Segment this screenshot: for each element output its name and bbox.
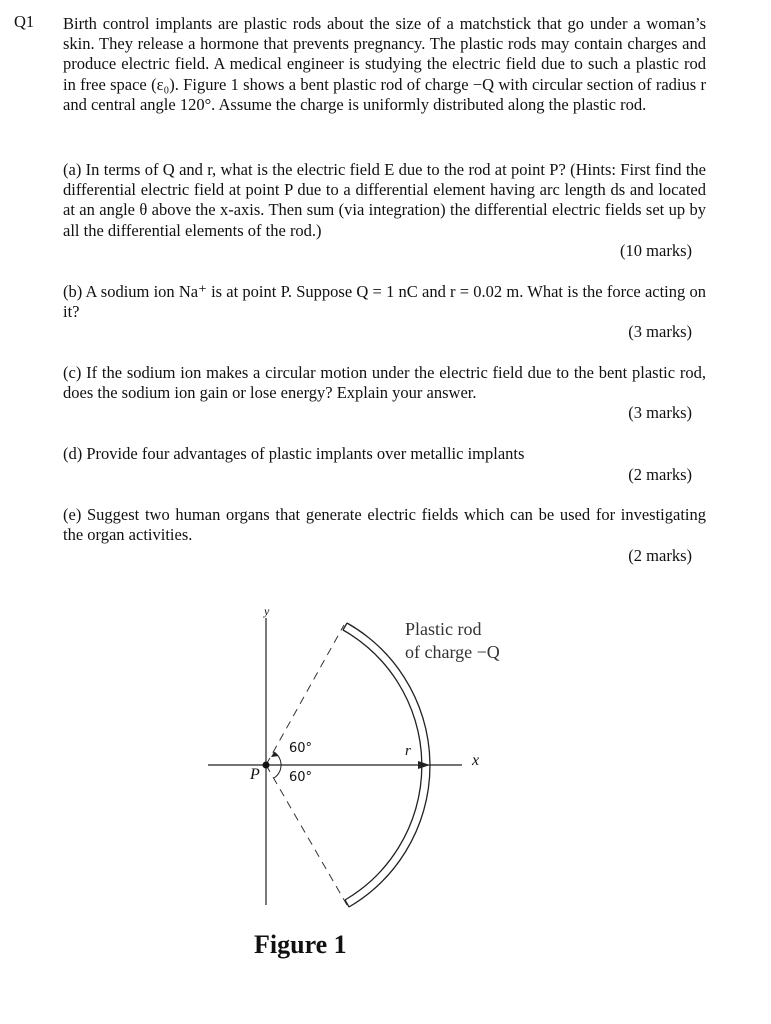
part-e-text: (e) Suggest two human organs that generate electric fields which can be used for investigating the organ activities. (63, 505, 706, 545)
part-c-marks: (3 marks) (628, 403, 692, 422)
rod-label-line2: of charge −Q (405, 642, 500, 662)
radial-line-lower (266, 765, 347, 905)
part-d-marks: (2 marks) (628, 465, 692, 484)
part-c-text: (c) If the sodium ion makes a circular motion under the electric field due to the bent plastic rod, does the sodium ion gain or lose energy? Explain your answer. (63, 363, 706, 403)
point-p-dot (263, 762, 270, 769)
question-number: Q1 (14, 12, 35, 31)
angle-lower-label: 60° (289, 770, 313, 785)
radius-label: r (405, 743, 411, 759)
angle-upper-label: 60° (289, 741, 313, 756)
part-a-marks: (10 marks) (620, 241, 692, 260)
angle-arc-lower (274, 765, 281, 778)
x-axis-arrow (418, 761, 430, 769)
part-a-text: (a) In terms of Q and r, what is the electric field E due to the rod at point P? (Hints: First find the differential electric field at point P due to a differential element having arc length ds and located at an angle θ above the x-axis. Then sum (via integration) the differential electric fields set up by all the differential elements of the rod.) (63, 160, 706, 240)
part-b-text: (b) A sodium ion Na⁺ is at point P. Suppose Q = 1 nC and r = 0.02 m. What is the force acting on it? (63, 282, 706, 322)
part-b-marks: (3 marks) (628, 322, 692, 341)
question-intro: Birth control implants are plastic rods about the size of a matchstick that go under a woman’s skin. They release a hormone that prevents pregnancy. The plastic rods may contain charges and produce electric field. A medical engineer is studying the electric field due to such a plastic rod in free space (ε₀). Figure 1 shows a bent plastic rod of charge −Q with circular section of radius r and central angle 120°. Assume the charge is uniformly distributed along the plastic rod. (63, 14, 706, 114)
part-d-text: (d) Provide four advantages of plastic implants over metallic implants (63, 444, 525, 463)
figure-caption: Figure 1 (254, 930, 347, 959)
point-p-label: P (250, 766, 260, 783)
x-axis-label: x (472, 752, 480, 769)
y-axis-label: y (264, 604, 270, 618)
part-e-marks: (2 marks) (628, 546, 692, 565)
rod-label-line1: Plastic rod (405, 619, 482, 639)
